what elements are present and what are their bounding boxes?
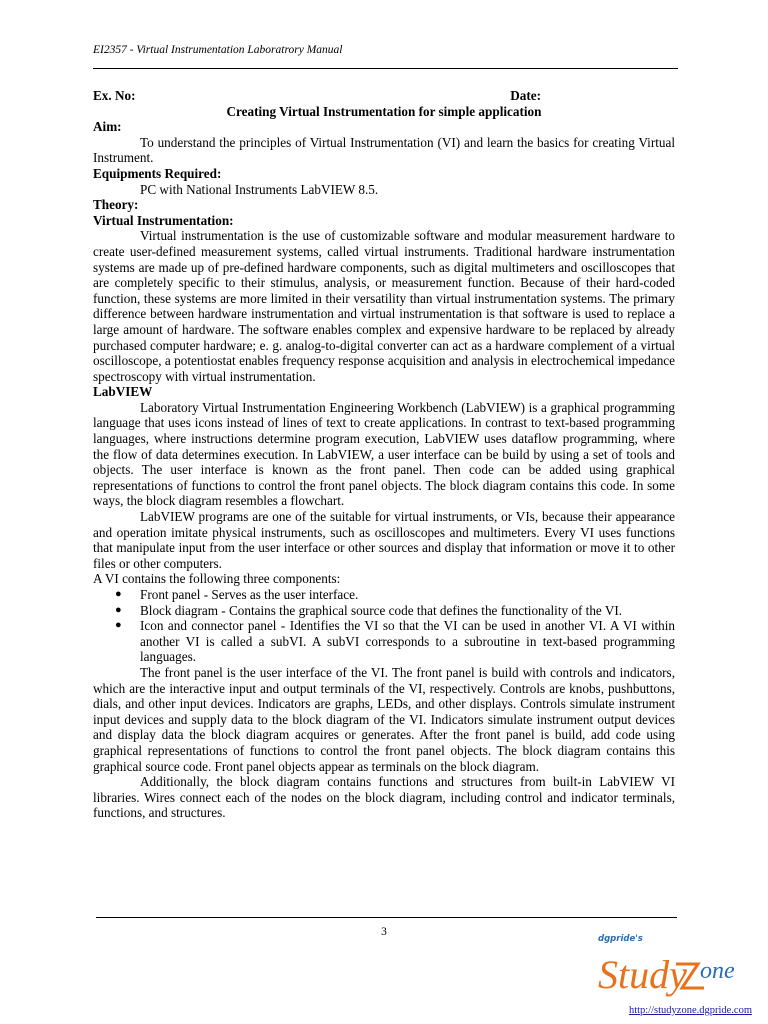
bullet-icon: ●	[115, 619, 122, 632]
header-divider	[93, 68, 678, 69]
front-panel-paragraph: The front panel is the user interface of the VI. The front panel is build with controls and indicators, which are the interactive input and output terminals of the VI, respectively. Controls are knobs, pushbuttons, dials, and other input devices. Indicators are graphs, LEDs, and other displays. Controls simulate instrument input devices and supply data to the block diagram of the VI. Indicators simulate instrument output devices and display data the block diagram acquires or generates. After the front panel is build, add code using graphical representations of functions to control the front panel objects. The block diagram contains this graphical source code. Front panel objects appear as terminals on the block diagram.	[93, 664, 675, 774]
vi-paragraph: Virtual instrumentation is the use of customizable software and modular measurement hardware to create user-defined measurement systems, called virtual instruments. Traditional hardware instrumentation systems are made up of pre-defined hardware components, such as digital multimeters and oscilloscopes that are completely specific to their stimulus, analysis, or measurement function. Because of their hard-coded function, these systems are more limited in their versatility than virtual instrumentation systems. The primary difference between hardware instrumentation and virtual instrumentation is that software is used to replace a large amount of hardware. The software enables complex and expensive hardware to be replaced by already purchased computer hardware; e. g. analog-to-digital converter can act as a hardware complement of a virtual oscilloscope, a potentiostat enables frequency response acquisition and analysis in electrochemical impedance spectroscopy with virtual instrumentation.	[93, 228, 675, 384]
labview-paragraph-2: LabVIEW programs are one of the suitable for virtual instruments, or VIs, because their appearance and operation imitate physical instruments, such as oscilloscopes and multimeters. Every VI uses functions that manipulate input from the user interface or other sources and display that information or move it to other files or other computers.	[93, 509, 675, 571]
list-item	[93, 618, 675, 665]
page-number: 3	[381, 926, 387, 938]
logo-word-study: Study	[598, 952, 687, 997]
logo-url-link[interactable]: http://studyzone.dgpride.com	[628, 1005, 752, 1016]
studyzone-logo	[596, 934, 756, 1016]
aim-text: To understand the principles of Virtual Instrumentation (VI) and learn the basics for creating Virtual Instrument.	[93, 134, 675, 166]
bullet-icon: ●	[115, 588, 122, 600]
theory-heading: Theory:	[93, 197, 139, 213]
components-intro: A VI contains the following three components:	[93, 571, 341, 587]
components-list	[93, 587, 675, 665]
list-item-text: Icon and connector panel - Identifies the VI so that the VI can be used in another VI. A VI within another VI is called a subVI. A subVI corresponds to a subroutine in text-based programming languages.	[140, 618, 675, 665]
bullet-icon: ●	[115, 603, 122, 616]
list-item	[93, 603, 675, 619]
block-diagram-paragraph: Additionally, the block diagram contains functions and structures from built-in LabVIEW VI libraries. Wires connect each of the nodes on the block diagram, including control and indicator terminals, functions, and structures.	[93, 774, 675, 821]
equipment-heading: Equipments Required:	[93, 165, 222, 181]
aim-heading: Aim:	[93, 119, 122, 135]
list-item	[93, 587, 675, 603]
logo-word-one: one	[700, 958, 735, 984]
running-header: EI2357 - Virtual Instrumentation Laboratrory Manual	[93, 44, 343, 56]
exercise-title: Creating Virtual Instrumentation for simple application	[226, 103, 542, 119]
exercise-meta-row	[93, 88, 675, 104]
equipment-text: PC with National Instruments LabVIEW 8.5.	[140, 181, 379, 197]
list-item-text: Front panel - Serves as the user interface.	[140, 587, 359, 602]
labview-heading: LabVIEW	[93, 384, 153, 400]
date-label: Date:	[510, 88, 541, 103]
vi-heading: Virtual Instrumentation:	[93, 212, 234, 228]
ex-no-label: Ex. No:	[93, 88, 136, 103]
footer-divider	[96, 917, 677, 918]
labview-paragraph-1: Laboratory Virtual Instrumentation Engineering Workbench (LabVIEW) is a graphical programming language that uses icons instead of lines of text to create applications. In contrast to text-based programming languages, where instructions determine program execution, LabVIEW uses dataflow programming, where the flow of data determines execution. In LabVIEW, a user interface can be build by using a set of tools and objects. The user interface is known as the front panel. Then code can be added using graphical representations of functions to control the front panel objects. The block diagram contains this code. In some ways, the block diagram resembles a flowchart.	[93, 399, 675, 509]
list-item-text: Block diagram - Contains the graphical source code that defines the functionality of the VI.	[140, 602, 623, 618]
logo-tagline: dgpride's	[598, 934, 643, 944]
logo-graphic	[596, 944, 756, 1000]
page-content	[93, 88, 675, 821]
